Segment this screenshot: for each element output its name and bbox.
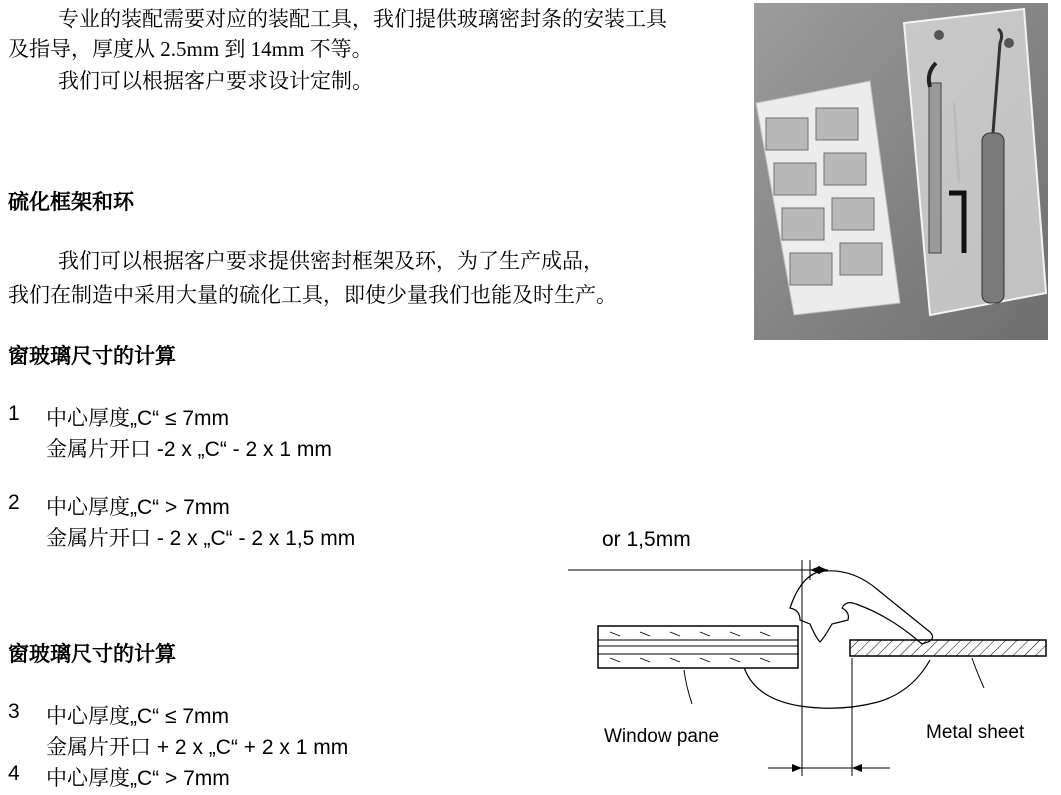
- section-heading-glass-calc-2: 窗玻璃尺寸的计算: [8, 642, 176, 666]
- item-3-line-1: 中心厚度„C“ ≤ 7mm: [46, 705, 230, 728]
- item-number-2: 2: [8, 491, 20, 514]
- svg-text:or 1,5mm: or 1,5mm: [602, 528, 691, 551]
- svg-text:Metal sheet: Metal sheet: [926, 722, 1025, 743]
- window-pane-label: [604, 726, 719, 747]
- intro-line-3: 我们可以根据客户要求设计定制。: [58, 69, 373, 93]
- intro-line-1: 专业的装配需要对应的装配工具，我们提供玻璃密封条的安装工具: [58, 7, 667, 31]
- item-2-line-1: 中心厚度„C“ > 7mm: [46, 496, 230, 519]
- section1-line-1: 我们可以根据客户要求提供密封框架及环，为了生产成品，: [58, 249, 604, 273]
- dimension-label: [602, 528, 691, 551]
- item-number-1: 1: [8, 402, 20, 425]
- item-2-line-2: 金属片开口 - 2 x „C“ - 2 x 1,5 mm: [46, 527, 356, 550]
- metal-sheet-label: [926, 722, 1025, 743]
- item-1-line-2: 金属片开口 -2 x „C“ - 2 x 1 mm: [46, 438, 332, 461]
- tool-kit-photo: [754, 3, 1048, 340]
- item-number-3: 3: [8, 700, 20, 723]
- section-heading-vulcanized: 硫化框架和环: [8, 190, 134, 214]
- intro-line-2: 及指导，厚度从 2.5mm 到 14mm 不等。: [8, 37, 373, 61]
- section-heading-glass-calc-1: 窗玻璃尺寸的计算: [8, 344, 176, 368]
- item-4-line-1: 中心厚度„C“ > 7mm: [46, 767, 230, 790]
- svg-text:Window pane: Window pane: [604, 726, 720, 747]
- seal-cross-section-diagram: [560, 520, 1060, 795]
- section1-line-2: 我们在制造中采用大量的硫化工具，即使少量我们也能及时生产。: [8, 283, 617, 307]
- item-number-4: 4: [8, 762, 20, 785]
- item-3-line-2: 金属片开口 + 2 x „C“ + 2 x 1 mm: [46, 736, 349, 759]
- item-1-line-1: 中心厚度„C“ ≤ 7mm: [46, 407, 230, 430]
